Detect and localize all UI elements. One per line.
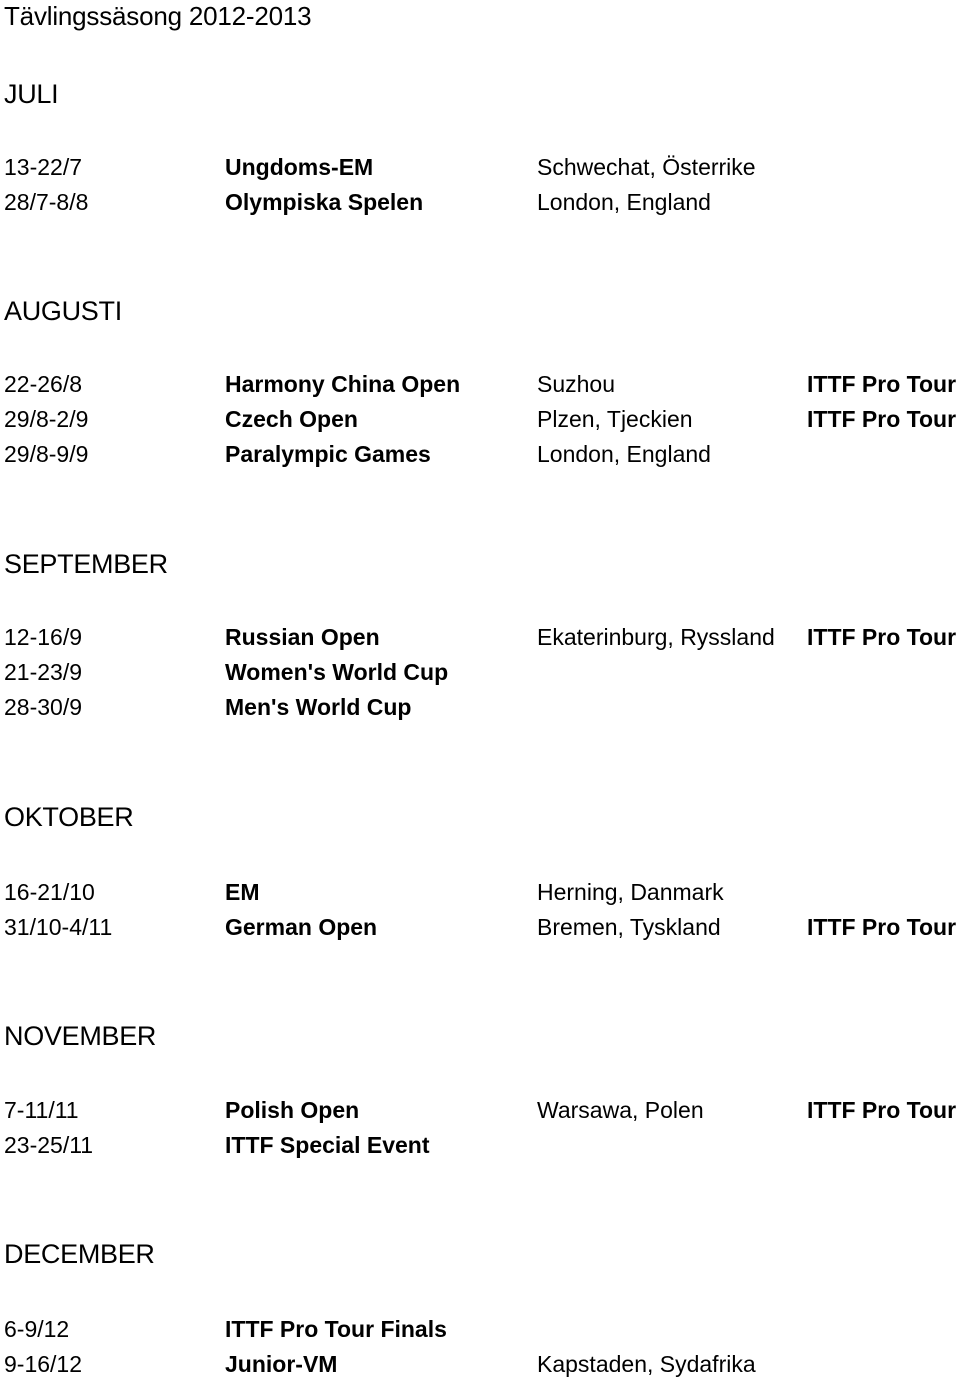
event-name: Ungdoms-EM [225, 154, 374, 180]
month-heading: OKTOBER [4, 802, 134, 832]
event-row [0, 690, 960, 725]
event-date: 29/8-9/9 [4, 441, 89, 467]
event-date: 6-9/12 [4, 1316, 70, 1342]
event-row [0, 150, 960, 185]
event-row [0, 1347, 960, 1382]
event-name: Women's World Cup [225, 659, 449, 685]
event-row [0, 1128, 960, 1163]
event-place: Kapstaden, Sydafrika [537, 1351, 756, 1377]
event-date: 12-16/9 [4, 624, 83, 650]
event-date: 9-16/12 [4, 1351, 83, 1377]
event-place: Ekaterinburg, Ryssland [537, 624, 775, 650]
event-row [0, 1312, 960, 1347]
event-date: 31/10-4/11 [4, 914, 113, 940]
event-name: German Open [225, 914, 378, 940]
event-row [0, 910, 960, 945]
event-name: EM [225, 879, 260, 905]
event-place: London, England [537, 189, 711, 215]
event-name: Paralympic Games [225, 441, 431, 467]
event-row [0, 402, 960, 437]
event-date: 28-30/9 [4, 694, 83, 720]
event-row [0, 367, 960, 402]
event-tour: ITTF Pro Tour [807, 914, 957, 940]
event-name: Polish Open [225, 1097, 360, 1123]
event-date: 16-21/10 [4, 879, 95, 905]
event-row [0, 620, 960, 655]
event-place: Suzhou [537, 371, 616, 397]
event-date: 28/7-8/8 [4, 189, 89, 215]
event-place: Plzen, Tjeckien [537, 406, 693, 432]
event-date: 22-26/8 [4, 371, 83, 397]
event-date: 7-11/11 [4, 1097, 79, 1123]
event-row [0, 1093, 960, 1128]
event-row [0, 875, 960, 910]
month-heading: DECEMBER [4, 1239, 155, 1269]
event-tour: ITTF Pro Tour [807, 1097, 957, 1123]
event-place: Herning, Danmark [537, 879, 724, 905]
event-date: 13-22/7 [4, 154, 83, 180]
event-name: Junior-VM [225, 1351, 338, 1377]
event-tour: ITTF Pro Tour [807, 624, 957, 650]
page-title: Tävlingssäsong 2012-2013 [4, 1, 312, 31]
event-place: Schwechat, Österrike [537, 154, 756, 180]
event-place: Warsawa, Polen [537, 1097, 704, 1123]
event-place: Bremen, Tyskland [537, 914, 721, 940]
month-heading: JULI [4, 79, 59, 109]
event-date: 23-25/11 [4, 1132, 94, 1158]
event-date: 21-23/9 [4, 659, 83, 685]
event-name: Olympiska Spelen [225, 189, 424, 215]
event-place: London, England [537, 441, 711, 467]
event-name: ITTF Pro Tour Finals [225, 1316, 447, 1342]
event-row [0, 655, 960, 690]
event-tour: ITTF Pro Tour [807, 371, 957, 397]
event-name: Czech Open [225, 406, 358, 432]
event-row [0, 185, 960, 220]
month-heading: NOVEMBER [4, 1021, 157, 1051]
event-tour: ITTF Pro Tour [807, 406, 957, 432]
month-heading: SEPTEMBER [4, 549, 168, 579]
month-heading: AUGUSTI [4, 296, 122, 326]
event-row [0, 437, 960, 472]
event-name: Russian Open [225, 624, 380, 650]
event-name: Harmony China Open [225, 371, 461, 397]
event-name: Men's World Cup [225, 694, 412, 720]
event-name: ITTF Special Event [225, 1132, 430, 1158]
event-date: 29/8-2/9 [4, 406, 89, 432]
